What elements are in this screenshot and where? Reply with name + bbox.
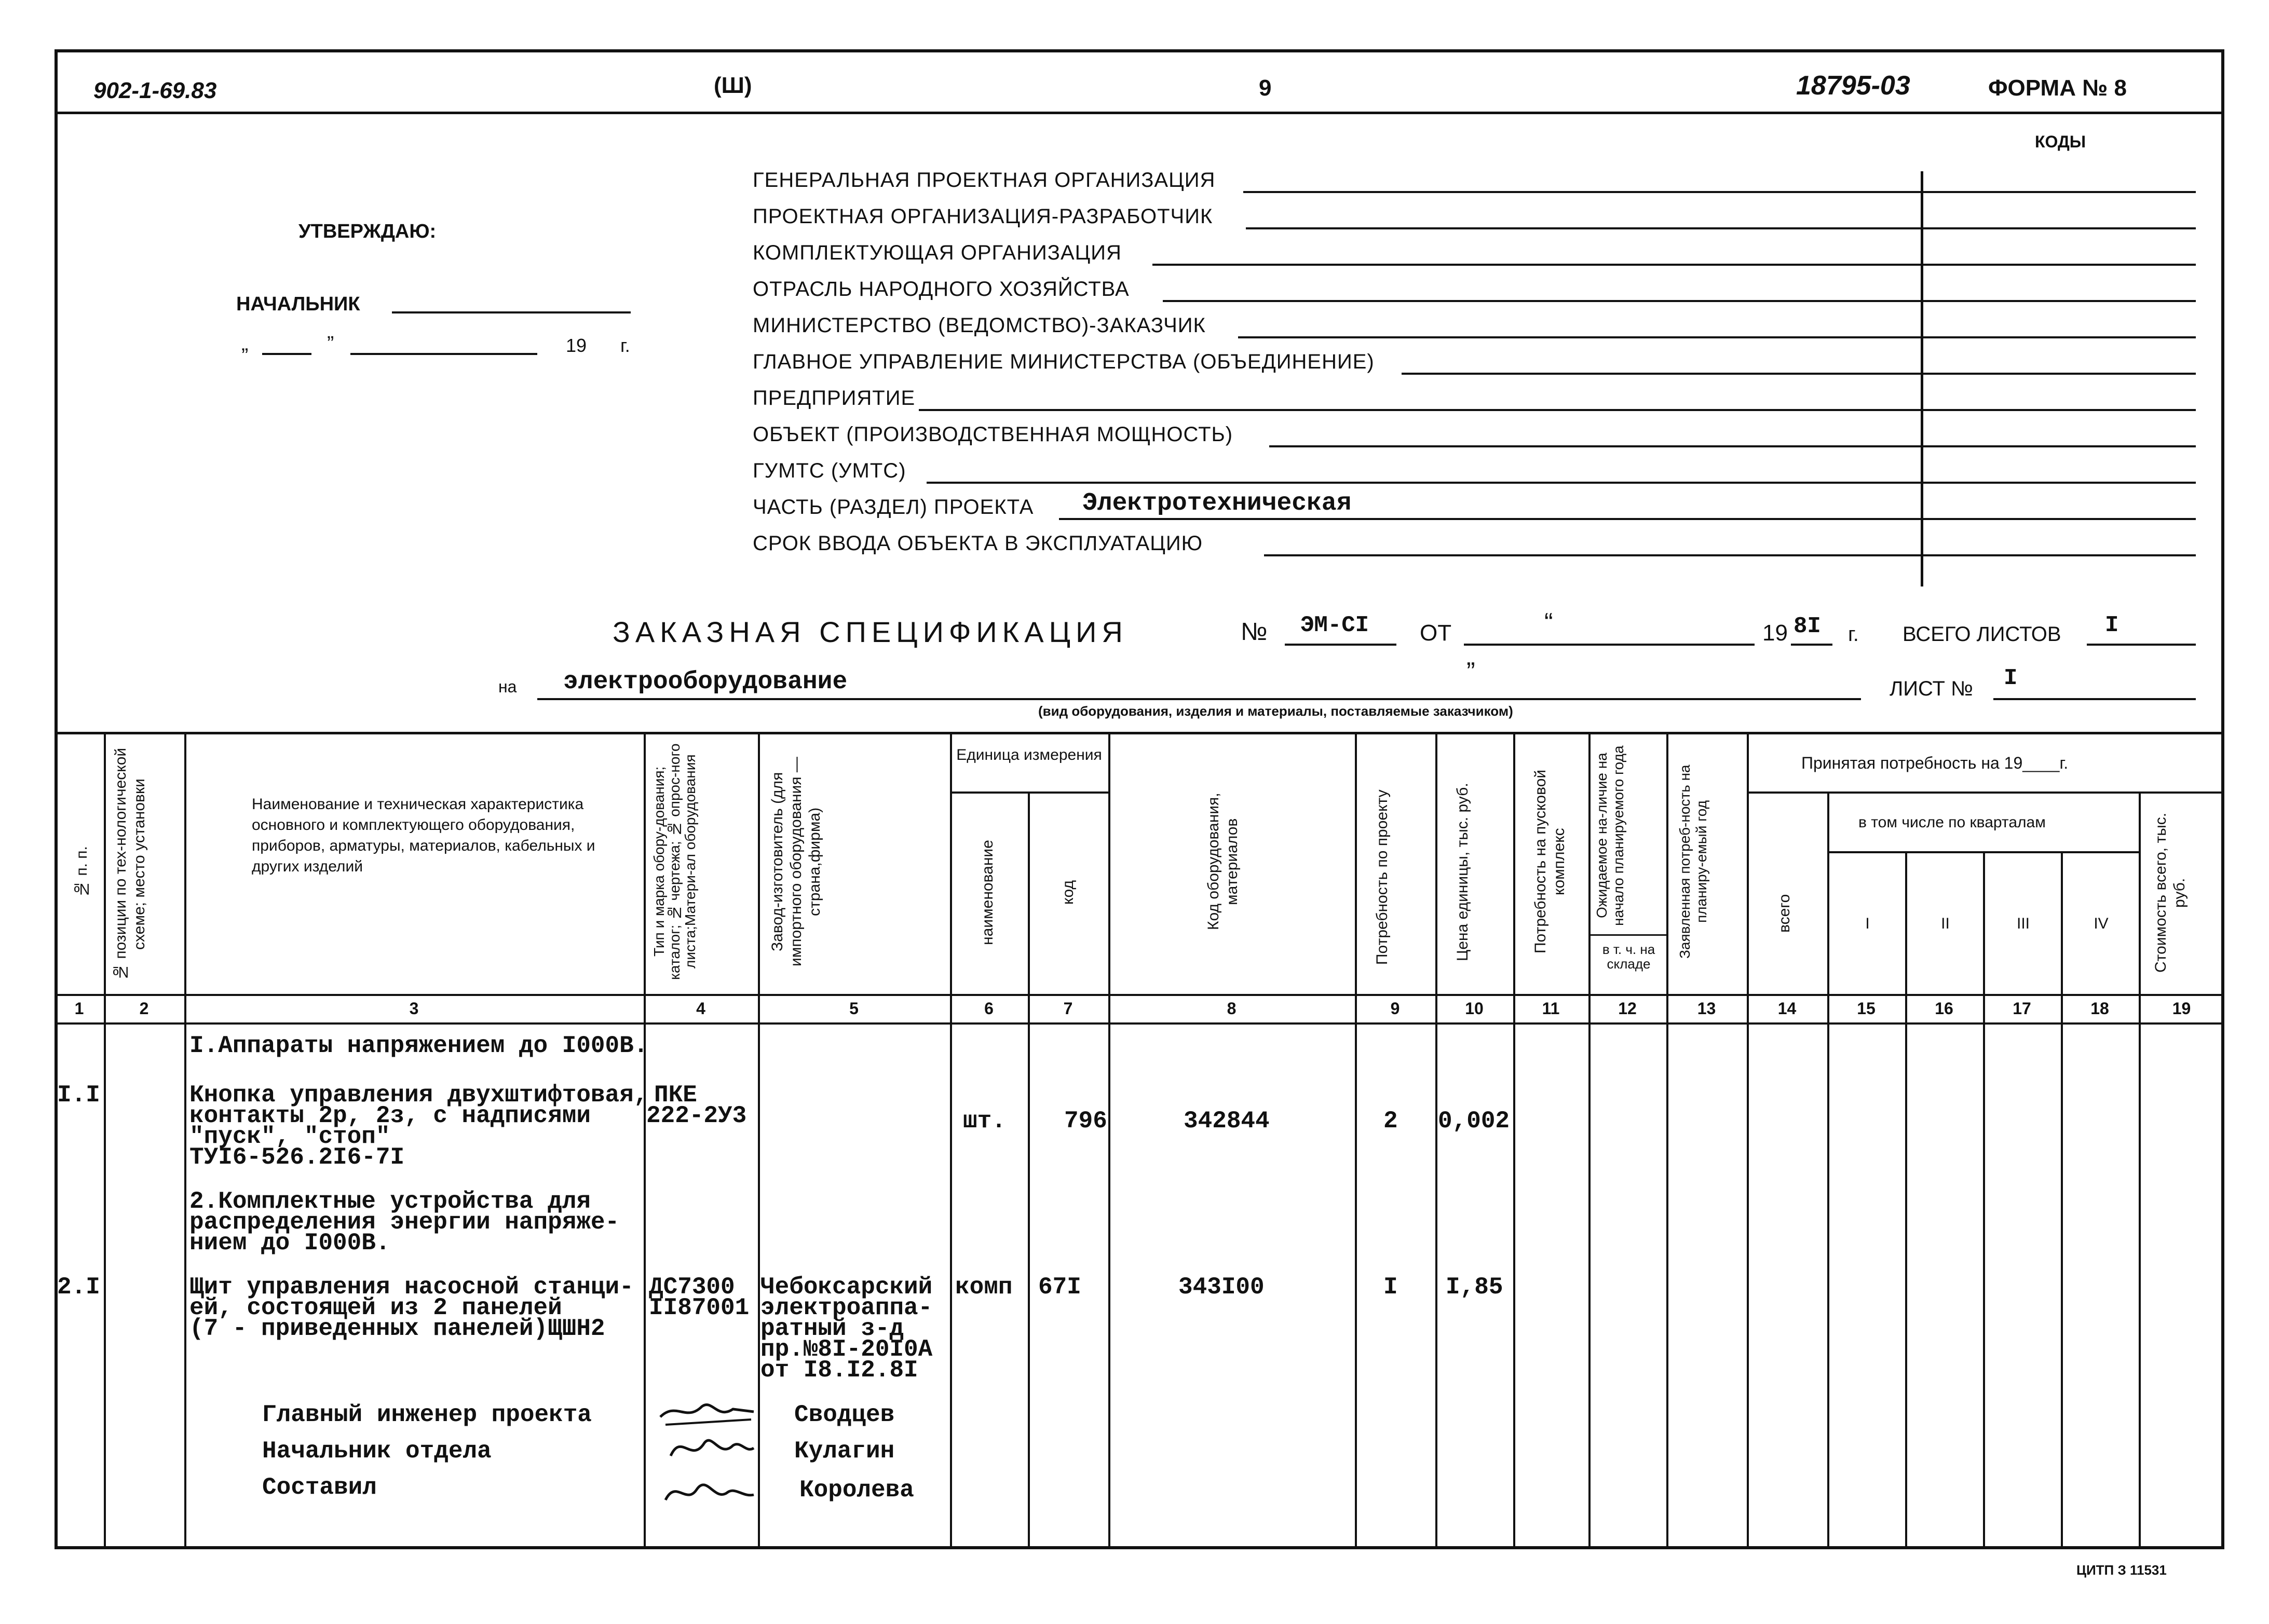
spec-year-suffix: г. (1848, 623, 1859, 646)
row-2-type-line-1: ДС7300 (649, 1274, 735, 1301)
spec-title: ЗАКАЗНАЯ СПЕЦИФИКАЦИЯ (613, 616, 1128, 648)
q1-header: I (1865, 915, 1870, 932)
row-1-qty: 2 (1383, 1108, 1398, 1135)
row-2-name-line-3: (7 - приведенных панелей)ЩШН2 (189, 1315, 605, 1342)
inventory-number: 18795-03 (1796, 71, 1910, 101)
col10-header: Цена единицы, тыс. руб. (1454, 783, 1471, 961)
date-day-line[interactable] (262, 353, 311, 355)
unit-group-line (950, 791, 1108, 794)
org-developer-field[interactable] (1246, 227, 2196, 229)
col13-header: Заявленная потреб-ность на планиру-емый год (1677, 765, 1709, 959)
col14-header: всего (1776, 894, 1793, 933)
row-1-unit: шт. (963, 1108, 1006, 1135)
spec-number: ЭМ-СI (1300, 612, 1369, 638)
handwritten-signatures (655, 1396, 759, 1516)
row-1-unit-code: 796 (1064, 1108, 1107, 1135)
row-2-maker-line-5: от I8.I2.8I (760, 1357, 918, 1384)
row-2-name-line-1: Щит управления насосной станци- (189, 1274, 634, 1301)
commissioning-label: СРОК ВВОДА ОБЪЕКТА В ЭКСПЛУАТАЦИЮ (753, 532, 1203, 555)
spec-total: I (2105, 612, 2119, 638)
form-number: ФОРМА № 8 (1988, 75, 2127, 101)
spec-number-label: № (1241, 618, 1268, 646)
col12-stock-header: в т. ч. на складе (1602, 941, 1655, 972)
signature-role-compiler: Составил (262, 1474, 377, 1501)
date-year-prefix: 19 (566, 335, 587, 356)
approve-title: УТВЕРЖДАЮ: (298, 221, 437, 242)
row-2-qty: I (1383, 1274, 1398, 1301)
col-num-10: 10 (1465, 999, 1484, 1018)
org-developer-label: ПРОЕКТНАЯ ОРГАНИЗАЦИЯ-РАЗРАБОТЧИК (753, 205, 1213, 228)
spec-total-line[interactable] (2087, 644, 2196, 646)
spec-sheet-label: ЛИСТ № (1890, 677, 1974, 700)
spec-number-line[interactable] (1285, 644, 1396, 646)
col8-header: Код оборудования, материалов (1205, 793, 1241, 931)
enterprise-field[interactable] (919, 409, 2196, 411)
col-numbers-bottom (55, 1022, 2224, 1025)
ministry-label: МИНИСТЕРСТВО (ВЕДОМСТВО)-ЗАКАЗЧИК (753, 314, 1206, 337)
enterprise-label: ПРЕДПРИЯТИЕ (753, 387, 916, 410)
col-num-12: 12 (1618, 999, 1637, 1018)
col-line-13 (1747, 732, 1749, 1549)
col-line-15 (1905, 851, 1907, 1549)
col5-header: Завод-изготовитель (для импортного оборудования —страна,фирма) (769, 757, 823, 966)
spec-on-label: на (498, 677, 517, 696)
row-2-unit: комп (955, 1274, 1013, 1301)
row-2-price: I,85 (1446, 1274, 1503, 1301)
col-num-19: 19 (2172, 999, 2191, 1018)
gumts-label: ГУМТС (УМТС) (753, 459, 906, 482)
signature-role-department-head: Начальник отдела (262, 1438, 492, 1465)
q4-header: IV (2094, 915, 2109, 932)
row-1-name-line-2: контакты 2р, 2з, с надписями (189, 1102, 591, 1129)
accepted-group-line (1747, 791, 2224, 794)
row-2-code: 343I00 (1178, 1274, 1265, 1301)
col-num-5: 5 (849, 999, 859, 1018)
signature-name-department-head: Кулагин (794, 1438, 895, 1465)
spec-date-line[interactable] (1464, 644, 1755, 646)
col-line-16 (1983, 851, 1985, 1549)
col6-header: наименование (979, 840, 996, 946)
row-2-maker-line-1: Чебоксарский (760, 1274, 933, 1301)
table-bottom-border (55, 1547, 2224, 1549)
col-line-14 (1827, 791, 1829, 1549)
signature-name-chief-engineer: Сводцев (794, 1401, 895, 1428)
col-num-18: 18 (2090, 999, 2109, 1018)
project-part-label: ЧАСТЬ (РАЗДЕЛ) ПРОЕКТА (753, 496, 1034, 518)
economy-branch-label: ОТРАСЛЬ НАРОДНОГО ХОЗЯЙСТВА (753, 278, 1130, 301)
col-num-1: 1 (74, 999, 84, 1018)
spec-subject: электрооборудование (563, 668, 848, 696)
col-line-2 (184, 732, 186, 1549)
col-num-8: 8 (1227, 999, 1237, 1018)
accepted-group-header: Принятая потребность на 19____г. (1801, 754, 2069, 772)
org-general-field[interactable] (1243, 191, 2196, 193)
col-num-6: 6 (984, 999, 994, 1018)
date-quote-open: „ (241, 332, 249, 355)
date-quote-close: ” (327, 332, 334, 355)
quarters-group-header: в том числе по кварталам (1858, 814, 2046, 831)
col-line-8 (1355, 732, 1357, 1549)
spec-sheet-line[interactable] (1993, 698, 2196, 700)
date-year-suffix: г. (620, 335, 630, 356)
object-label: ОБЪЕКТ (ПРОИЗВОДСТВЕННАЯ МОЩНОСТЬ) (753, 423, 1233, 446)
col-line-10 (1513, 732, 1515, 1549)
stock-sub-line (1588, 934, 1666, 936)
col-num-17: 17 (2013, 999, 2031, 1018)
col19-header: Стоимость всего, тыс. руб. (2152, 812, 2188, 973)
col-num-2: 2 (139, 999, 149, 1018)
col1-header: № п. п. (73, 846, 90, 898)
codes-label: КОДЫ (2035, 132, 2086, 151)
chief-signature-line[interactable] (392, 311, 631, 313)
org-complect-label: КОМПЛЕКТУЮЩАЯ ОРГАНИЗАЦИЯ (753, 241, 1122, 264)
col-line-6 (1028, 791, 1030, 1549)
row-1-type-line-2: 222-2У3 (646, 1102, 747, 1129)
row-1-number: I.I (57, 1082, 100, 1109)
org-complect-field[interactable] (1152, 264, 2196, 266)
spec-subject-note: (вид оборудования, изделия и материалы, поставляемые заказчиком) (1038, 703, 1513, 719)
doc-code: 902-1-69.83 (93, 78, 217, 103)
col-num-15: 15 (1857, 999, 1876, 1018)
col9-header: Потребность по проекту (1374, 789, 1391, 965)
col4-header: Тип и марка обору-дования; каталог; № чертежа; № опрос-ного листа;Матери-ал оборудования (651, 743, 698, 980)
col11-header: Потребность на пусковой комплекс (1532, 769, 1568, 954)
page-number: 9 (1259, 75, 1272, 101)
object-field[interactable] (1269, 445, 2196, 447)
row-1-name-line-1: Кнопка управления двухштифтовая, (189, 1082, 648, 1109)
col2-header: № позиции по тех-нологической схеме; место установки (112, 747, 148, 981)
row-2-type-line-2: II87001 (649, 1294, 750, 1321)
chief-label: НАЧАЛЬНИК (236, 293, 360, 315)
unit-group-header: Единица измерения (956, 746, 1102, 763)
project-part-value: Электротехническая (1082, 489, 1352, 517)
row-1-name-line-4: ТУI6-526.2I6-7I (189, 1144, 405, 1171)
spec-year-line[interactable] (1791, 644, 1832, 646)
col-line-7 (1108, 732, 1110, 1549)
gumts-field[interactable] (927, 482, 2196, 484)
main-department-label: ГЛАВНОЕ УПРАВЛЕНИЕ МИНИСТЕРСТВА (ОБЪЕДИНЕНИЕ) (753, 350, 1375, 373)
spec-subject-line[interactable] (537, 698, 1861, 700)
col12-header: Ожидаемое на-личие на начало планируемого года (1594, 745, 1626, 926)
table-top-border (55, 732, 2224, 734)
row-2-number: 2.I (57, 1274, 100, 1301)
col-num-13: 13 (1697, 999, 1716, 1018)
col-line-18 (2139, 791, 2141, 1549)
project-part-field[interactable] (1059, 518, 2196, 520)
spec-date-quote: “ (1544, 608, 1553, 637)
col-line-5 (950, 732, 952, 1549)
col-num-14: 14 (1777, 999, 1797, 1018)
col-line-9 (1435, 732, 1437, 1549)
row-2-maker-line-2: электроаппа- (760, 1294, 933, 1321)
header-divider (55, 112, 2224, 114)
q3-header: III (2016, 915, 2030, 932)
col-num-3: 3 (409, 999, 419, 1018)
spec-year-prefix: 19 (1762, 620, 1788, 646)
section-2-heading-line-1: 2.Комплектные устройства для (189, 1188, 591, 1215)
col-line-12 (1666, 732, 1668, 1549)
col-num-9: 9 (1390, 999, 1400, 1018)
economy-branch-field[interactable] (1163, 300, 2196, 302)
row-1-type-line-1: ПКЕ (654, 1082, 697, 1109)
spec-date-quote-low: „ (1466, 642, 1475, 671)
commissioning-field[interactable] (1264, 554, 2196, 556)
col3-header: Наименование и техническая характеристика основного и комплектующего оборудования, приборов, арматуры, материалов, кабельных и других изделий (252, 796, 595, 875)
col7-header: код (1059, 880, 1077, 905)
col-num-7: 7 (1063, 999, 1073, 1018)
spec-year: 8I (1794, 613, 1821, 639)
col-num-4: 4 (696, 999, 705, 1018)
section-2-heading-line-2: распределения энергии напряже- (189, 1209, 620, 1236)
quarters-group-line (1827, 851, 2139, 853)
col-num-11: 11 (1542, 999, 1560, 1018)
col-num-16: 16 (1935, 999, 1953, 1018)
row-1-price: 0,002 (1438, 1108, 1510, 1135)
row-1-code: 342844 (1184, 1108, 1270, 1135)
spec-from-label: ОТ (1420, 620, 1452, 646)
section-1-heading: I.Аппараты напряжением до I000В. (189, 1032, 648, 1059)
spec-sheet: I (2004, 665, 2018, 691)
row-2-name-line-2: ей, состоящей из 2 панелей (189, 1294, 562, 1321)
row-2-maker-line-3: ратный з-д (760, 1315, 904, 1342)
ministry-field[interactable] (1238, 336, 2196, 338)
section-mark: (Ш) (714, 73, 752, 98)
signature-role-chief-engineer: Главный инженер проекта (262, 1401, 592, 1428)
section-2-heading-line-3: нием до I000В. (189, 1230, 390, 1257)
col-line-1 (104, 732, 106, 1549)
row-2-maker-line-4: пр.№8I-20I0А (760, 1336, 933, 1363)
org-general-label: ГЕНЕРАЛЬНАЯ ПРОЕКТНАЯ ОРГАНИЗАЦИЯ (753, 169, 1216, 192)
table-header-bottom (55, 994, 2224, 996)
spec-total-label: ВСЕГО ЛИСТОВ (1903, 623, 2061, 646)
row-1-name-line-3: "пуск", "стоп" (189, 1123, 390, 1150)
row-2-unit-code: 67I (1038, 1274, 1081, 1301)
col-line-3 (644, 732, 646, 1549)
col-line-11 (1588, 732, 1591, 1549)
date-month-line[interactable] (350, 353, 537, 355)
codes-divider (1921, 171, 1923, 586)
main-department-field[interactable] (1402, 373, 2196, 375)
signature-name-compiler: Королева (799, 1477, 914, 1504)
q2-header: II (1941, 915, 1950, 932)
col-line-17 (2061, 851, 2063, 1549)
footer-code: ЦИТП З 11531 (2076, 1562, 2167, 1578)
